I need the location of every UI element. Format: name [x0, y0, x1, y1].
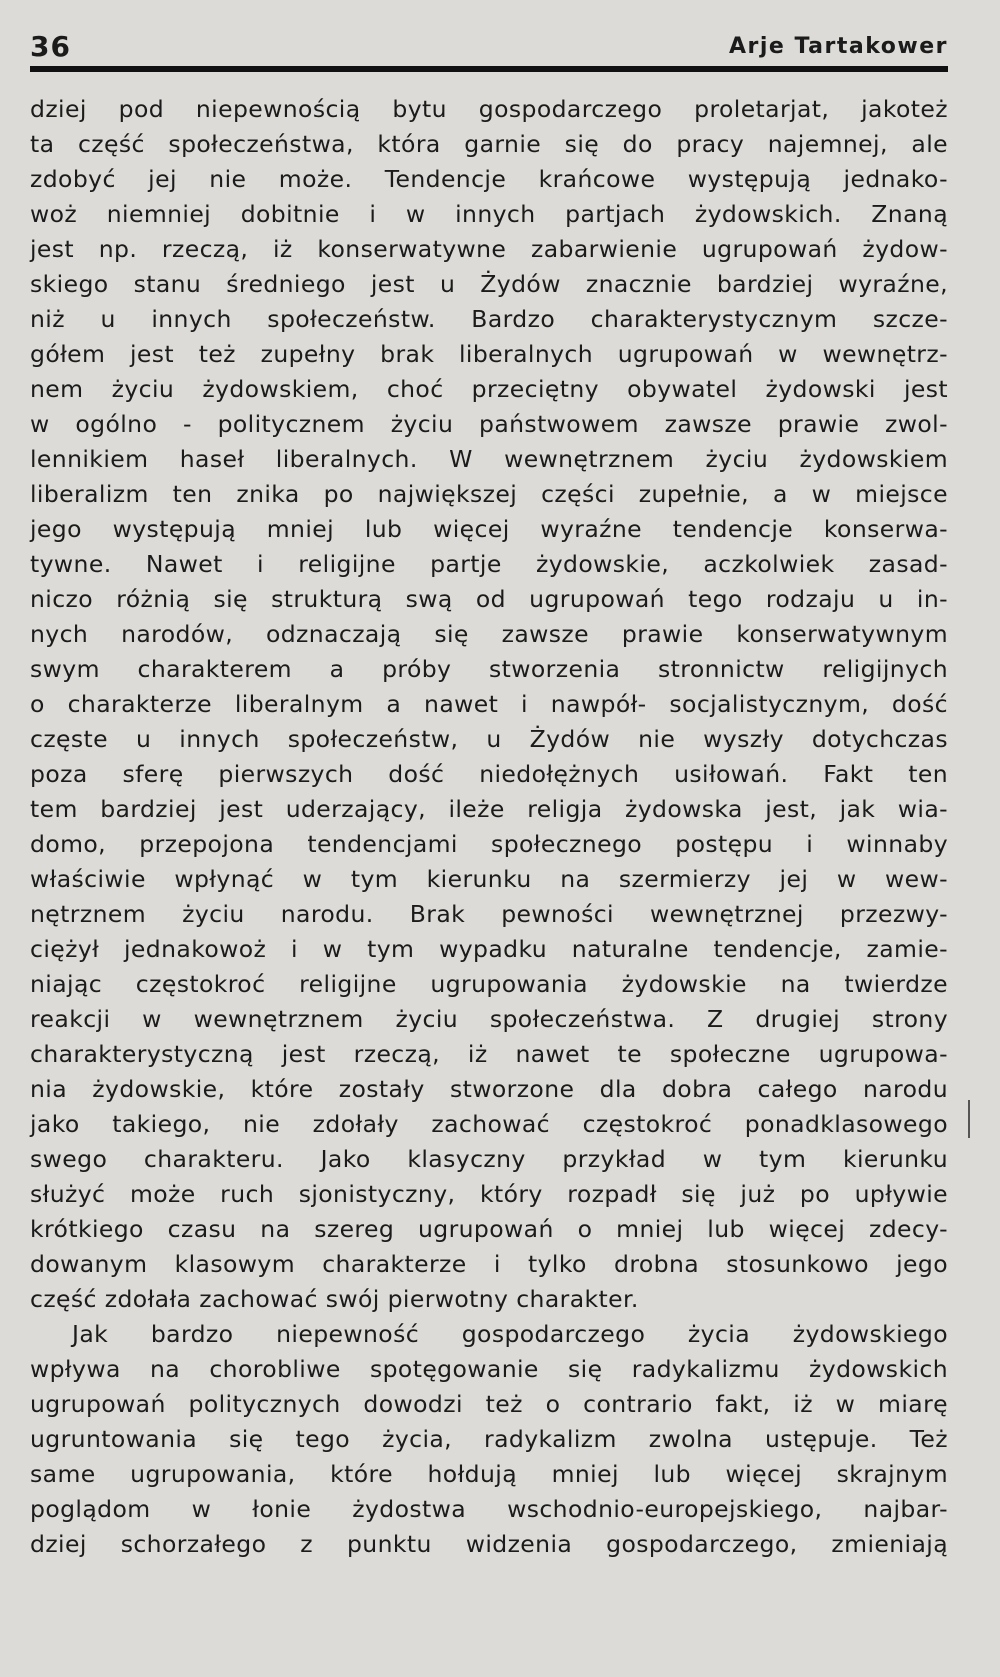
text-line: niając częstokroć religijne ugrupowania żydowskie na twierdze [30, 970, 948, 998]
text-line: ugrupowań politycznych dowodzi też o contrario fakt, iż w miarę [30, 1390, 948, 1418]
text-line: jest np. rzeczą, iż konserwatywne zabarwienie ugrupowań żydow- [30, 235, 948, 263]
text-line: jako takiego, nie zdołały zachować częstokroć ponadklasowego [30, 1110, 948, 1138]
text-line: częste u innych społeczeństw, u Żydów nie wyszły dotychczas [30, 725, 948, 753]
text-line: tywne. Nawet i religijne partje żydowskie, aczkolwiek zasad- [30, 550, 948, 578]
text-line: jego występują mniej lub więcej wyraźne tendencje konserwa- [30, 515, 948, 543]
text-line: lennikiem haseł liberalnych. W wewnętrznem życiu żydowskiem [30, 445, 948, 473]
margin-mark [968, 1100, 970, 1138]
text-line: służyć może ruch sjonistyczny, który rozpadł się już po upływie [30, 1180, 948, 1208]
header-rule [30, 66, 948, 72]
text-line: poglądom w łonie żydostwa wschodnio-europejskiego, najbar- [30, 1495, 948, 1523]
body-text [30, 92, 948, 1562]
running-head: Arje Tartakower [729, 34, 948, 59]
page-number: 36 [30, 30, 71, 63]
text-line: wpływa na chorobliwe spotęgowanie się radykalizmu żydowskich [30, 1355, 948, 1383]
text-line: nia żydowskie, które zostały stworzone dla dobra całego narodu [30, 1075, 948, 1103]
text-line: o charakterze liberalnym a nawet i nawpół- socjalistycznym, dość [30, 690, 948, 718]
text-line: ciężył jednakowoż i w tym wypadku naturalne tendencje, zamie- [30, 935, 948, 963]
text-line: w ogólno - politycznem życiu państwowem zawsze prawie zwol- [30, 410, 948, 438]
text-line: ugruntowania się tego życia, radykalizm zwolna ustępuje. Też [30, 1425, 948, 1453]
text-line: nętrznem życiu narodu. Brak pewności wewnętrznej przezwy- [30, 900, 948, 928]
text-line: nem życiu żydowskiem, choć przeciętny obywatel żydowski jest [30, 375, 948, 403]
text-line: krótkiego czasu na szereg ugrupowań o mniej lub więcej zdecy- [30, 1215, 948, 1243]
text-line: skiego stanu średniego jest u Żydów znacznie bardziej wyraźne, [30, 270, 948, 298]
text-line: woż niemniej dobitnie i w innych partjach żydowskich. Znaną [30, 200, 948, 228]
text-line: dziej schorzałego z punktu widzenia gospodarczego, zmieniają [30, 1530, 948, 1558]
text-line: nych narodów, odznaczają się zawsze prawie konserwatywnym [30, 620, 948, 648]
paragraph-end-line: część zdołała zachować swój pierwotny charakter. [30, 1285, 639, 1313]
text-line: liberalizm ten znika po największej części zupełnie, a w miejsce [30, 480, 948, 508]
text-line: tem bardziej jest uderzający, ileże religja żydowska jest, jak wia- [30, 795, 948, 823]
text-line: swego charakteru. Jako klasyczny przykład w tym kierunku [30, 1145, 948, 1173]
text-line: gółem jest też zupełny brak liberalnych ugrupowań w wewnętrz- [30, 340, 948, 368]
text-line: zdobyć jej nie może. Tendencje krańcowe występują jednako- [30, 165, 948, 193]
text-line: niż u innych społeczeństw. Bardzo charakterystycznym szcze- [30, 305, 948, 333]
text-line: ta część społeczeństwa, która garnie się do pracy najemnej, ale [30, 130, 948, 158]
text-line: dziej pod niepewnością bytu gospodarczego proletarjat, jakoteż [30, 95, 948, 123]
page-header [30, 26, 948, 66]
text-line: reakcji w wewnętrznem życiu społeczeństwa. Z drugiej strony [30, 1005, 948, 1033]
text-line: niczo różnią się strukturą swą od ugrupowań tego rodzaju u in- [30, 585, 948, 613]
text-line: dowanym klasowym charakterze i tylko drobna stosunkowo jego [30, 1250, 948, 1278]
text-line: właściwie wpłynąć w tym kierunku na szermierzy jej w wew- [30, 865, 948, 893]
text-line: same ugrupowania, które hołdują mniej lub więcej skrajnym [30, 1460, 948, 1488]
text-line: charakterystyczną jest rzeczą, iż nawet te społeczne ugrupowa- [30, 1040, 948, 1068]
paragraph-start-line: Jak bardzo niepewność gospodarczego życia żydowskiego [72, 1320, 948, 1348]
text-line: swym charakterem a próby stworzenia stronnictw religijnych [30, 655, 948, 683]
text-line: domo, przepojona tendencjami społecznego postępu i winnaby [30, 830, 948, 858]
text-line: poza sferę pierwszych dość niedołężnych usiłowań. Fakt ten [30, 760, 948, 788]
